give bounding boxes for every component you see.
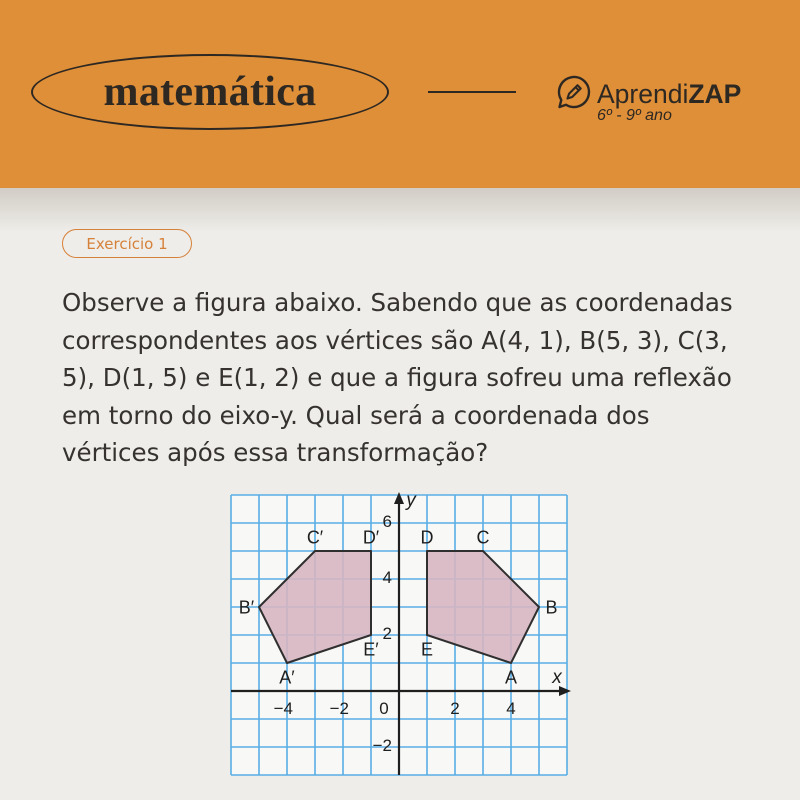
- x-tick-label: −4: [273, 699, 293, 718]
- vertex-label: D: [420, 527, 434, 548]
- subject-title-ellipse: [31, 54, 389, 130]
- y-tick-label: 6: [382, 512, 392, 531]
- vertex-label: B′: [238, 597, 255, 618]
- grade-range: 6º - 9º ano: [597, 107, 672, 124]
- x-tick-label: 0: [379, 699, 389, 718]
- brand-name-regular: Aprendi: [597, 79, 689, 109]
- x-tick-label: −2: [329, 699, 349, 718]
- pencil-speech-bubble-icon: [556, 74, 592, 110]
- brand-name-bold: ZAP: [688, 79, 742, 109]
- vertex-label: C′: [306, 527, 324, 548]
- vertex-label: C: [476, 527, 490, 548]
- question-text: [62, 284, 733, 472]
- subject-title: matemática: [103, 69, 317, 115]
- y-axis-label: y: [406, 490, 416, 511]
- y-tick-label: −2: [372, 736, 392, 755]
- x-tick-label: 4: [506, 699, 516, 718]
- brand-name: [597, 79, 741, 109]
- coordinate-grid-figure: [220, 485, 580, 785]
- x-tick-label: 2: [450, 699, 460, 718]
- x-axis-label: x: [552, 667, 562, 688]
- vertex-label: D′: [362, 527, 380, 548]
- question-line: Observe a figura abaixo. Sabendo que as coordenadas: [62, 288, 733, 317]
- vertex-label: A: [504, 667, 518, 688]
- question-line: em torno do eixo-y. Qual será a coordenada dos: [62, 400, 650, 430]
- y-tick-label: 2: [382, 624, 392, 643]
- question-line: vértices após essa transformação?: [62, 438, 489, 467]
- header-divider: [428, 91, 516, 93]
- header-shadow: [0, 188, 800, 232]
- y-tick-label: 4: [382, 568, 392, 587]
- vertex-label: E′: [363, 639, 379, 660]
- vertex-label: B: [545, 597, 558, 618]
- question-line: 5), D(1, 5) e E(1, 2) e que a figura sofreu uma reflexão: [62, 363, 732, 392]
- vertex-label: A′: [279, 667, 295, 688]
- question-line: correspondentes aos vértices são A(4, 1), B(5, 3), C(3,: [62, 325, 728, 355]
- vertex-label: E: [420, 639, 434, 660]
- exercise-badge: Exercício 1: [62, 229, 192, 258]
